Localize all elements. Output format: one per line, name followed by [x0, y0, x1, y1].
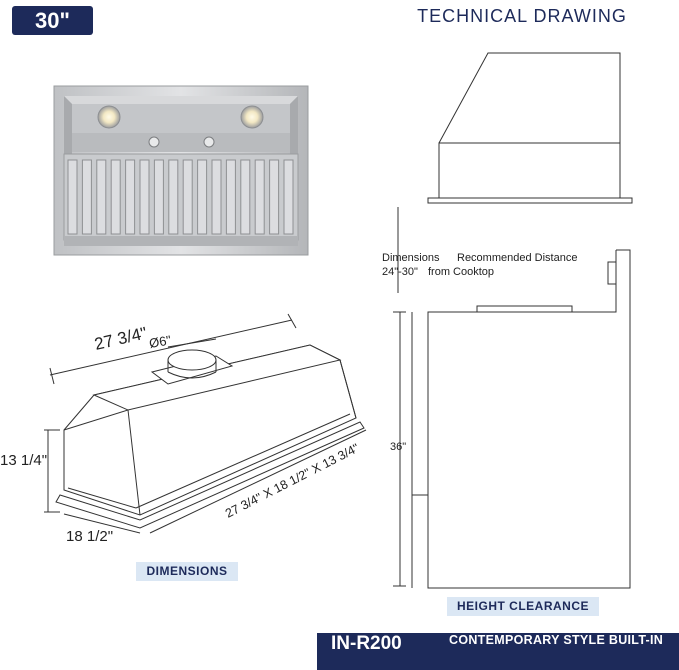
height-clearance-caption: HEIGHT CLEARANCE — [447, 597, 599, 616]
baffle-slat — [126, 160, 135, 234]
left-light-icon — [98, 106, 120, 128]
height-dim-label: 13 1/4" — [0, 452, 48, 469]
model-number: IN-R200 — [331, 633, 402, 654]
size-badge: 30" — [12, 6, 93, 35]
baffle-slat — [212, 160, 221, 234]
baffle-slat — [255, 160, 264, 234]
baffle-slat — [270, 160, 279, 234]
footer-bar — [317, 633, 679, 670]
hood-control-strip — [72, 133, 290, 152]
baffle-slat — [241, 160, 250, 234]
technical-drawing-title: TECHNICAL DRAWING — [417, 6, 627, 26]
height-clearance-drawing — [393, 207, 630, 588]
baffle-slat — [140, 160, 149, 234]
hood-bottom-lip — [64, 236, 298, 246]
duct-dim-line — [168, 339, 216, 347]
baffle-slat — [183, 160, 192, 234]
dimensions-caption: DIMENSIONS — [136, 562, 238, 581]
right-knob-icon — [204, 137, 214, 147]
baffle-slat — [111, 160, 120, 234]
baffle-slat — [284, 160, 293, 234]
isometric-drawing — [44, 314, 366, 533]
baffle-slat — [154, 160, 163, 234]
style-description: CONTEMPORARY STYLE BUILT-IN — [449, 633, 664, 647]
depth-dim-label: 18 1/2" — [66, 528, 114, 545]
baffle-slat — [68, 160, 77, 234]
clearance-recommended-sub: from Cooktop — [428, 266, 495, 278]
baffle-slat — [198, 160, 207, 234]
width-dim-tick-left — [50, 368, 54, 384]
hood-inner-top — [64, 96, 298, 104]
profile-base — [428, 198, 632, 203]
baffle-slat — [82, 160, 91, 234]
hood-photo — [54, 86, 308, 255]
overall-dim-label: 27 3/4" X 18 1/2" X 13 3/4" — [223, 440, 362, 521]
wall-profile — [428, 250, 630, 588]
baffle-slat — [97, 160, 106, 234]
clearance-recommended-label: Recommended Distance — [457, 252, 578, 264]
duct-dim-label: Ø6" — [147, 332, 173, 351]
clearance-height-value: 36" — [390, 441, 407, 453]
left-knob-icon — [149, 137, 159, 147]
clearance-dimensions-range: 24"-30" — [382, 266, 418, 278]
width-dim-label: 27 3/4" — [92, 323, 149, 354]
profile-outline — [439, 53, 620, 198]
hood-wall-block — [608, 262, 616, 284]
clearance-dimensions-label: Dimensions — [382, 252, 440, 264]
side-profile-drawing — [428, 53, 632, 203]
right-light-icon — [241, 106, 263, 128]
baffle-slat — [226, 160, 235, 234]
cooktop-burner — [477, 306, 572, 312]
baffle-slat — [169, 160, 178, 234]
duct-collar-icon — [168, 350, 216, 370]
